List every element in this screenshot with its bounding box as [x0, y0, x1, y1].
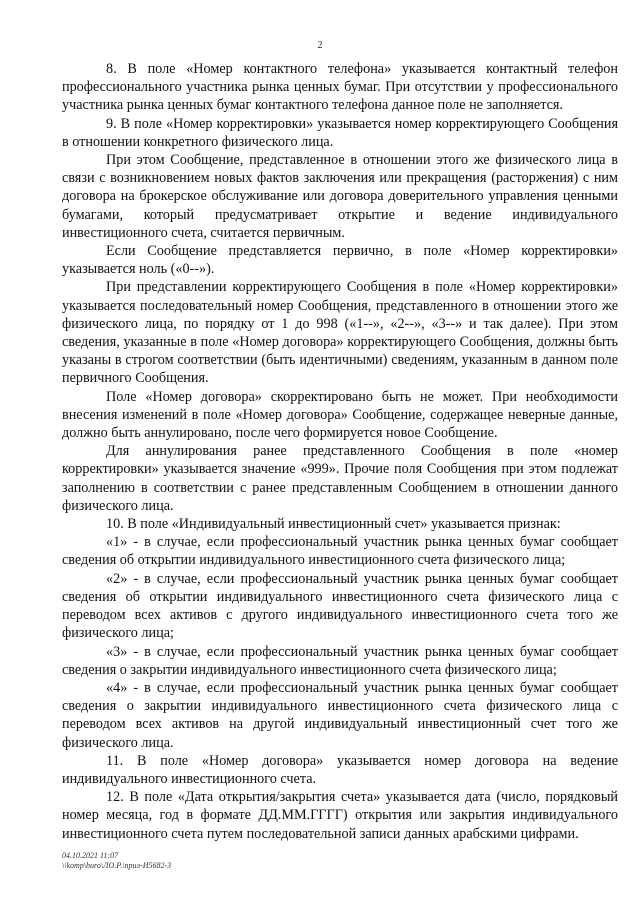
paragraph-10-iis: 10. В поле «Индивидуальный инвестиционный счет» указывается признак: [106, 516, 561, 533]
paragraph-11-contract-number: 11. В поле «Номер договора» указывается номер договора на ведение индивидуального инвестиционного счета. [62, 752, 618, 787]
page-number: 2 [317, 40, 323, 51]
paragraph-annulment: Для аннулирования ранее представленного Сообщения в поле «номер корректировки» указывается значение «999». Прочие поля Сообщения при этом подлежат заполнению в соответствии с ранее представленным Сообщением в отношении данного физического лица. [62, 443, 618, 514]
paragraph-flag-1: «1» - в случае, если профессиональный участник рынка ценных бумаг сообщает сведения об открытии индивидуального инвестиционного счета физического лица; [62, 534, 618, 569]
footer-timestamp: 04.10.2021 11:07 [62, 851, 119, 860]
paragraph-flag-4: «4» - в случае, если профессиональный участник рынка ценных бумаг сообщает сведения о закрытии индивидуального инвестиционного счета физического лица с переводом всех активов на другой индивидуальный инвестиционный счет того же физического лица. [62, 679, 618, 751]
paragraph-8-phone: 8. В поле «Номер контактного телефона» указывается контактный телефон профессионального участника рынка ценных бумаг. При отсутствии у профессионального участника рынка ценных бумаг контактного телефона данное поле не заполняется. [62, 61, 618, 114]
document-body [62, 60, 618, 843]
paragraph-flag-3: «3» - в случае, если профессиональный участник рынка ценных бумаг сообщает сведения о закрытии индивидуального инвестиционного счета физического лица; [62, 643, 618, 678]
paragraph-12-open-close-date: 12. В поле «Дата открытия/закрытия счета» указывается дата (число, порядковый номер месяца, год в формате ДД.ММ.ГГГГ) открытия или закрытия индивидуального инвестиционного счета путем последовательной записи данных арабскими цифрами. [62, 789, 618, 842]
paragraph-zero-correction: Если Сообщение представляется первично, в поле «Номер корректировки» указывается ноль («0--»). [62, 243, 618, 278]
paragraph-flag-2: «2» - в случае, если профессиональный участник рынка ценных бумаг сообщает сведения об открытии индивидуального инвестиционного счета физического лица с переводом всех активов с другого индивидуального инвестиционного счета того же физического лица; [62, 570, 618, 642]
paragraph-primary-message: При этом Сообщение, представленное в отношении этого же физического лица в связи с возникновением новых фактов заключения или прекращения (расторжения) с ним договора на брокерское обслуживание или договора доверительного управления ценными бумагами, который предусматривает открытие и ведение индивидуального инвестиционного счета, считается первичным. [62, 152, 618, 241]
paragraph-correcting-message: При представлении корректирующего Сообщения в поле «Номер корректировки» указывается последовательный номер Сообщения, представленного в отношении этого же физического лица, по порядку от 1 до 998 («1--», «2--», «3--» и так далее). При этом сведения, указанные в поле «Номер договора» корректирующего Сообщения, должны быть указаны в строгом соответствии (быть идентичными) сведениям, указанным в данном поле первичного Сообщения. [62, 279, 618, 387]
document-footer [62, 851, 171, 871]
footer-file-path: \\komp\buro\ЛО.Р.\прил-И5682-3 [62, 861, 172, 870]
paragraph-9-correction: 9. В поле «Номер корректировки» указывается номер корректирующего Сообщения в отношении конкретного физического лица. [62, 115, 618, 150]
paragraph-contract-number-fixed: Поле «Номер договора» скорректировано быть не может. При необходимости внесения изменений в поле «Номер договора» Сообщение, содержащее неверные данные, должно быть аннулировано, после чего формируется новое Сообщение. [62, 388, 618, 442]
